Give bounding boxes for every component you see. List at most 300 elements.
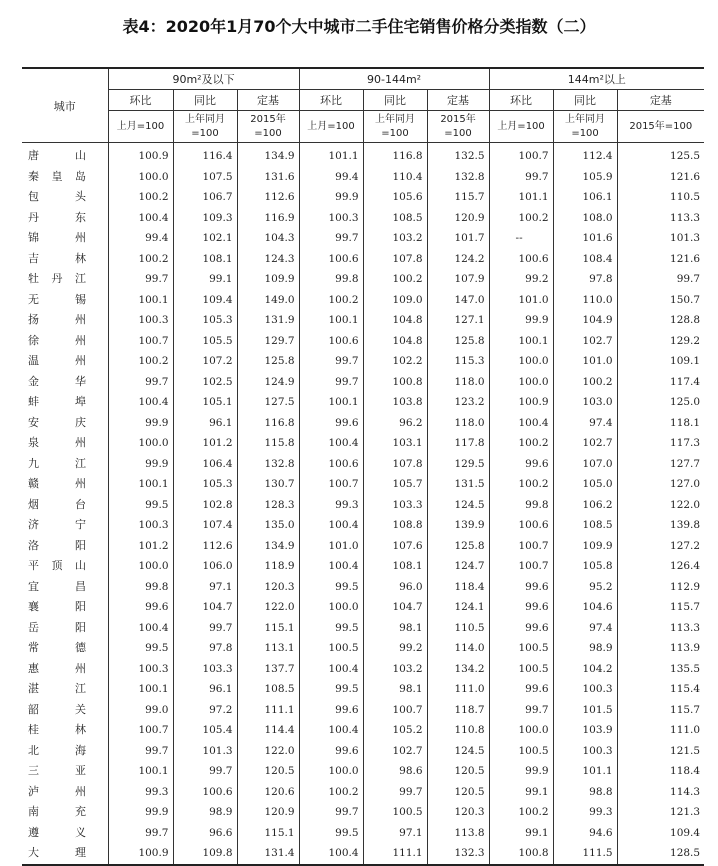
index-value: 131.5 — [427, 474, 489, 495]
index-value: 104.2 — [553, 659, 617, 680]
index-value: 99.7 — [108, 741, 173, 762]
group-header-large: 144m²以上 — [489, 68, 704, 90]
index-value: 129.2 — [670, 334, 701, 347]
metric-header: 定基 — [237, 90, 299, 111]
index-value: 103.0 — [553, 392, 617, 413]
city-name-text: 赣州 — [28, 477, 86, 490]
index-value: 108.5 — [363, 208, 427, 229]
table-row — [22, 187, 704, 208]
index-value: 125.5 — [670, 150, 701, 162]
index-value: 100.0 — [489, 720, 553, 741]
index-value: 100.0 — [108, 433, 173, 454]
index-value: 111.1 — [363, 843, 427, 865]
index-value: 120.5 — [427, 761, 489, 782]
index-value: 100.2 — [489, 208, 553, 229]
metric-header: 同比 — [173, 90, 237, 111]
index-value: 100.7 — [489, 556, 553, 577]
index-value: 103.2 — [363, 659, 427, 680]
table-row — [22, 556, 704, 577]
city-name — [22, 556, 108, 577]
index-value: 109.9 — [237, 269, 299, 290]
index-value: 94.6 — [553, 823, 617, 844]
index-value: 100.0 — [489, 351, 553, 372]
index-value: 99.7 — [299, 802, 363, 823]
index-value: 100.2 — [489, 802, 553, 823]
index-value: 124.9 — [237, 372, 299, 393]
base-header: 上年同月=100 — [173, 111, 237, 143]
city-name-text: 锦州 — [28, 231, 86, 244]
city-name-text: 北海 — [28, 743, 86, 757]
index-value: 99.7 — [363, 782, 427, 803]
table-row — [22, 269, 704, 290]
index-value: 100.0 — [489, 372, 553, 393]
city-name-text: 吉林 — [28, 251, 86, 265]
city-name — [22, 679, 108, 700]
index-value: 99.9 — [108, 413, 173, 434]
index-value: 100.2 — [553, 372, 617, 393]
index-value: 121.5 — [670, 744, 701, 757]
index-value: 99.1 — [489, 823, 553, 844]
index-value: 99.5 — [299, 577, 363, 598]
table-row — [22, 474, 704, 495]
index-value: 110.5 — [670, 191, 701, 203]
index-value: 101.7 — [427, 228, 489, 249]
index-value: 100.2 — [299, 782, 363, 803]
index-value: 99.2 — [363, 638, 427, 659]
index-value: 100.4 — [299, 556, 363, 577]
city-name — [22, 495, 108, 516]
city-name-text: 蚌埠 — [28, 395, 86, 408]
index-value: 100.5 — [489, 638, 553, 659]
city-name — [22, 143, 108, 167]
index-value: 103.2 — [363, 228, 427, 249]
index-value: 100.4 — [489, 413, 553, 434]
index-value: 99.1 — [173, 269, 237, 290]
index-value: 101.3 — [173, 741, 237, 762]
index-value: 135.0 — [237, 515, 299, 536]
index-value: 115.7 — [670, 703, 701, 716]
index-value: 108.1 — [363, 556, 427, 577]
city-name-text: 金华 — [28, 374, 86, 388]
index-value: 100.7 — [108, 720, 173, 741]
city-name-text: 岳阳 — [28, 620, 86, 634]
city-name — [22, 290, 108, 311]
index-value: 97.4 — [553, 413, 617, 434]
metric-header: 定基 — [427, 90, 489, 111]
base-header: 上月=100 — [489, 111, 553, 143]
index-value: 105.5 — [173, 331, 237, 352]
index-value: 96.1 — [173, 413, 237, 434]
index-value: 104.7 — [173, 597, 237, 618]
index-value: 102.7 — [553, 433, 617, 454]
index-value: 100.1 — [489, 331, 553, 352]
index-value: 100.0 — [108, 556, 173, 577]
index-value: 107.0 — [553, 454, 617, 475]
city-name — [22, 638, 108, 659]
index-value: 128.3 — [237, 495, 299, 516]
group-header-medium: 90-144m² — [299, 68, 489, 90]
city-name — [22, 474, 108, 495]
city-name — [22, 515, 108, 536]
table-row — [22, 679, 704, 700]
index-value: 105.1 — [173, 392, 237, 413]
city-name-text: 南充 — [28, 805, 86, 818]
index-value: 111.0 — [670, 724, 701, 736]
table-row — [22, 351, 704, 372]
index-value: 103.3 — [173, 659, 237, 680]
index-value: 99.5 — [108, 495, 173, 516]
index-value: 132.3 — [427, 843, 489, 865]
city-name-text: 安庆 — [28, 415, 86, 429]
index-value: 131.6 — [237, 167, 299, 188]
index-value: 111.0 — [427, 679, 489, 700]
index-value: 117.3 — [670, 437, 701, 449]
index-value: 127.5 — [237, 392, 299, 413]
index-value: 100.7 — [299, 474, 363, 495]
index-value: 101.1 — [553, 761, 617, 782]
city-name-text: 韶关 — [28, 702, 86, 716]
index-value: 147.0 — [427, 290, 489, 311]
index-value: 101.0 — [489, 290, 553, 311]
index-value: 103.8 — [363, 392, 427, 413]
city-name-text: 包头 — [28, 190, 86, 203]
index-value: 126.4 — [670, 560, 701, 572]
index-value: 100.7 — [489, 143, 553, 167]
index-value: 99.6 — [108, 597, 173, 618]
city-name — [22, 720, 108, 741]
index-value: 110.5 — [427, 618, 489, 639]
table-row — [22, 515, 704, 536]
index-value: 98.6 — [363, 761, 427, 782]
base-header: 2015年=100 — [617, 111, 704, 143]
city-name-text: 遵义 — [28, 825, 86, 839]
city-name — [22, 597, 108, 618]
index-value: 96.6 — [173, 823, 237, 844]
index-value: 121.6 — [670, 252, 701, 265]
index-value: 101.0 — [553, 351, 617, 372]
index-value: 106.1 — [553, 187, 617, 208]
base-header: 2015年=100 — [237, 111, 299, 143]
index-value: 98.8 — [553, 782, 617, 803]
city-name — [22, 351, 108, 372]
index-value: 100.2 — [108, 249, 173, 270]
index-value: 107.9 — [427, 269, 489, 290]
table-row — [22, 802, 704, 823]
index-value: 130.7 — [237, 474, 299, 495]
metric-header: 环比 — [299, 90, 363, 111]
index-value: 110.0 — [553, 290, 617, 311]
index-value: -- — [489, 228, 553, 249]
city-name — [22, 741, 108, 762]
index-value: 112.9 — [670, 580, 701, 593]
index-value: 127.0 — [670, 478, 701, 490]
index-value: 100.6 — [299, 331, 363, 352]
index-value: 149.0 — [237, 290, 299, 311]
index-value: 97.8 — [553, 269, 617, 290]
index-value: 99.5 — [299, 618, 363, 639]
index-value: 99.8 — [299, 269, 363, 290]
city-name — [22, 577, 108, 598]
index-value: 120.5 — [427, 782, 489, 803]
table-row — [22, 495, 704, 516]
index-value: 99.8 — [108, 577, 173, 598]
index-value: 100.1 — [299, 310, 363, 331]
index-value: 100.9 — [108, 843, 173, 865]
index-value: 104.8 — [363, 310, 427, 331]
city-name — [22, 269, 108, 290]
index-value: 127.1 — [427, 310, 489, 331]
index-value: 102.7 — [363, 741, 427, 762]
index-value: 105.6 — [363, 187, 427, 208]
city-name — [22, 249, 108, 270]
index-value: 105.8 — [553, 556, 617, 577]
city-name — [22, 208, 108, 229]
index-value: 121.6 — [670, 170, 701, 183]
index-value: 104.3 — [237, 228, 299, 249]
index-value: 122.0 — [237, 597, 299, 618]
index-value: 99.4 — [108, 228, 173, 249]
index-value: 97.4 — [553, 618, 617, 639]
index-value: 115.1 — [237, 618, 299, 639]
index-value: 132.8 — [237, 454, 299, 475]
table-row — [22, 433, 704, 454]
city-name — [22, 659, 108, 680]
index-value: 122.0 — [670, 498, 701, 511]
base-header: 上年同月=100 — [363, 111, 427, 143]
table-row — [22, 249, 704, 270]
table-row — [22, 782, 704, 803]
city-name-text: 扬州 — [28, 313, 86, 326]
index-value: 108.0 — [553, 208, 617, 229]
index-value: 100.0 — [299, 761, 363, 782]
index-value: 128.8 — [670, 314, 701, 326]
index-value: 99.6 — [299, 700, 363, 721]
index-value: 106.0 — [173, 556, 237, 577]
index-value: 100.3 — [108, 659, 173, 680]
index-value: 127.7 — [670, 457, 701, 470]
city-name — [22, 392, 108, 413]
index-value: 101.0 — [299, 536, 363, 557]
index-value: 125.8 — [237, 351, 299, 372]
city-name — [22, 802, 108, 823]
index-value: 99.7 — [108, 823, 173, 844]
index-value: 109.9 — [553, 536, 617, 557]
index-value: 113.8 — [427, 823, 489, 844]
index-value: 100.5 — [363, 802, 427, 823]
index-value: 104.9 — [553, 310, 617, 331]
index-value: 124.3 — [237, 249, 299, 270]
index-value: 120.6 — [237, 782, 299, 803]
index-value: 122.0 — [237, 741, 299, 762]
index-value: 95.2 — [553, 577, 617, 598]
table-row — [22, 392, 704, 413]
index-value: 100.2 — [489, 474, 553, 495]
index-value: 132.8 — [427, 167, 489, 188]
index-value: 116.8 — [363, 143, 427, 167]
city-name — [22, 433, 108, 454]
metric-header: 定基 — [617, 90, 704, 111]
index-value: 99.3 — [299, 495, 363, 516]
metric-header: 环比 — [489, 90, 553, 111]
index-value: 118.1 — [670, 416, 701, 429]
index-value: 125.8 — [427, 536, 489, 557]
index-value: 98.1 — [363, 679, 427, 700]
metric-header: 同比 — [363, 90, 427, 111]
index-value: 137.7 — [237, 659, 299, 680]
index-value: 99.5 — [299, 679, 363, 700]
index-value: 121.3 — [670, 806, 701, 818]
index-value: 134.9 — [237, 536, 299, 557]
index-value: 100.2 — [108, 351, 173, 372]
index-value: 113.9 — [670, 642, 701, 654]
table-row — [22, 208, 704, 229]
index-value: 107.8 — [363, 249, 427, 270]
index-value: 117.4 — [670, 375, 701, 388]
index-value: 113.1 — [237, 638, 299, 659]
index-value: 99.9 — [489, 761, 553, 782]
index-value: 131.9 — [237, 310, 299, 331]
index-value: 124.2 — [427, 249, 489, 270]
index-value: 110.8 — [427, 720, 489, 741]
table-row — [22, 761, 704, 782]
index-value: 114.4 — [237, 720, 299, 741]
index-value: 105.0 — [553, 474, 617, 495]
city-name-text: 烟台 — [28, 497, 86, 511]
index-value: 100.1 — [108, 290, 173, 311]
index-value: 100.7 — [108, 331, 173, 352]
index-value: 99.5 — [299, 823, 363, 844]
index-value: 100.6 — [173, 782, 237, 803]
index-value: 100.4 — [108, 392, 173, 413]
index-value: 100.0 — [108, 167, 173, 188]
index-value: 99.8 — [489, 495, 553, 516]
index-value: 131.4 — [237, 843, 299, 865]
index-value: 101.3 — [670, 232, 701, 244]
index-value: 134.9 — [237, 143, 299, 167]
table-body — [22, 143, 704, 865]
index-value: 129.5 — [427, 454, 489, 475]
index-value: 99.7 — [299, 372, 363, 393]
index-value: 102.8 — [173, 495, 237, 516]
index-value: 102.5 — [173, 372, 237, 393]
city-name-text: 惠州 — [28, 661, 86, 675]
city-name-text: 无锡 — [28, 292, 86, 306]
index-value: 105.3 — [173, 474, 237, 495]
city-name-text: 宜昌 — [28, 579, 86, 593]
index-value: 100.0 — [299, 597, 363, 618]
table-header — [22, 68, 704, 143]
index-value: 117.8 — [427, 433, 489, 454]
table-title: 表4：2020年1月70个大中城市二手住宅销售价格分类指数（二） — [122, 17, 596, 36]
index-value: 114.3 — [670, 785, 701, 798]
table-row — [22, 413, 704, 434]
city-name — [22, 310, 108, 331]
index-value: 96.0 — [363, 577, 427, 598]
index-value: 96.2 — [363, 413, 427, 434]
index-value: 99.7 — [299, 351, 363, 372]
index-value: 99.2 — [489, 269, 553, 290]
index-value: 101.2 — [108, 536, 173, 557]
index-value: 116.9 — [237, 208, 299, 229]
city-name-text: 平顶山 — [28, 559, 86, 572]
index-value: 127.2 — [670, 539, 701, 552]
index-value: 100.1 — [299, 392, 363, 413]
index-value: 97.2 — [173, 700, 237, 721]
index-value: 120.5 — [237, 761, 299, 782]
city-name — [22, 331, 108, 352]
index-value: 98.9 — [553, 638, 617, 659]
index-value: 129.7 — [237, 331, 299, 352]
index-value: 100.3 — [108, 515, 173, 536]
index-value: 124.1 — [427, 597, 489, 618]
index-value: 100.2 — [299, 290, 363, 311]
index-value: 99.6 — [299, 413, 363, 434]
city-name — [22, 187, 108, 208]
city-name-text: 秦皇岛 — [28, 169, 86, 183]
table-row — [22, 577, 704, 598]
index-value: 108.4 — [553, 249, 617, 270]
index-value: 100.3 — [108, 310, 173, 331]
index-value: 107.5 — [173, 167, 237, 188]
index-value: 118.7 — [427, 700, 489, 721]
index-value: 132.5 — [427, 143, 489, 167]
index-value: 101.1 — [489, 187, 553, 208]
index-value: 135.5 — [670, 662, 701, 675]
index-value: 106.4 — [173, 454, 237, 475]
index-value: 109.4 — [670, 826, 701, 839]
table-row — [22, 310, 704, 331]
table-row — [22, 659, 704, 680]
index-value: 105.9 — [553, 167, 617, 188]
index-value: 101.6 — [553, 228, 617, 249]
table-row — [22, 454, 704, 475]
index-value: 112.6 — [173, 536, 237, 557]
table-row — [22, 536, 704, 557]
city-name-text: 常德 — [28, 641, 86, 654]
city-name — [22, 782, 108, 803]
index-value: 100.1 — [108, 761, 173, 782]
index-value: 108.5 — [237, 679, 299, 700]
index-value: 100.9 — [489, 392, 553, 413]
table-row — [22, 228, 704, 249]
index-value: 99.4 — [299, 167, 363, 188]
index-value: 102.7 — [553, 331, 617, 352]
city-name-text: 唐山 — [28, 149, 86, 162]
index-value: 99.6 — [489, 679, 553, 700]
index-value: 113.3 — [670, 621, 701, 634]
index-value: 103.9 — [553, 720, 617, 741]
city-name — [22, 454, 108, 475]
index-value: 105.2 — [363, 720, 427, 741]
index-value: 99.3 — [553, 802, 617, 823]
city-name — [22, 372, 108, 393]
index-value: 112.4 — [553, 143, 617, 167]
index-value: 107.2 — [173, 351, 237, 372]
index-value: 100.4 — [108, 618, 173, 639]
index-value: 139.9 — [427, 515, 489, 536]
table-row — [22, 290, 704, 311]
index-value: 106.7 — [173, 187, 237, 208]
index-value: 99.9 — [489, 310, 553, 331]
city-name — [22, 700, 108, 721]
index-value: 111.1 — [237, 700, 299, 721]
base-header: 上月=100 — [108, 111, 173, 143]
index-value: 107.6 — [363, 536, 427, 557]
city-name-text: 牡丹江 — [28, 272, 86, 285]
base-header: 上月=100 — [299, 111, 363, 143]
index-value: 99.1 — [489, 782, 553, 803]
table-row — [22, 331, 704, 352]
